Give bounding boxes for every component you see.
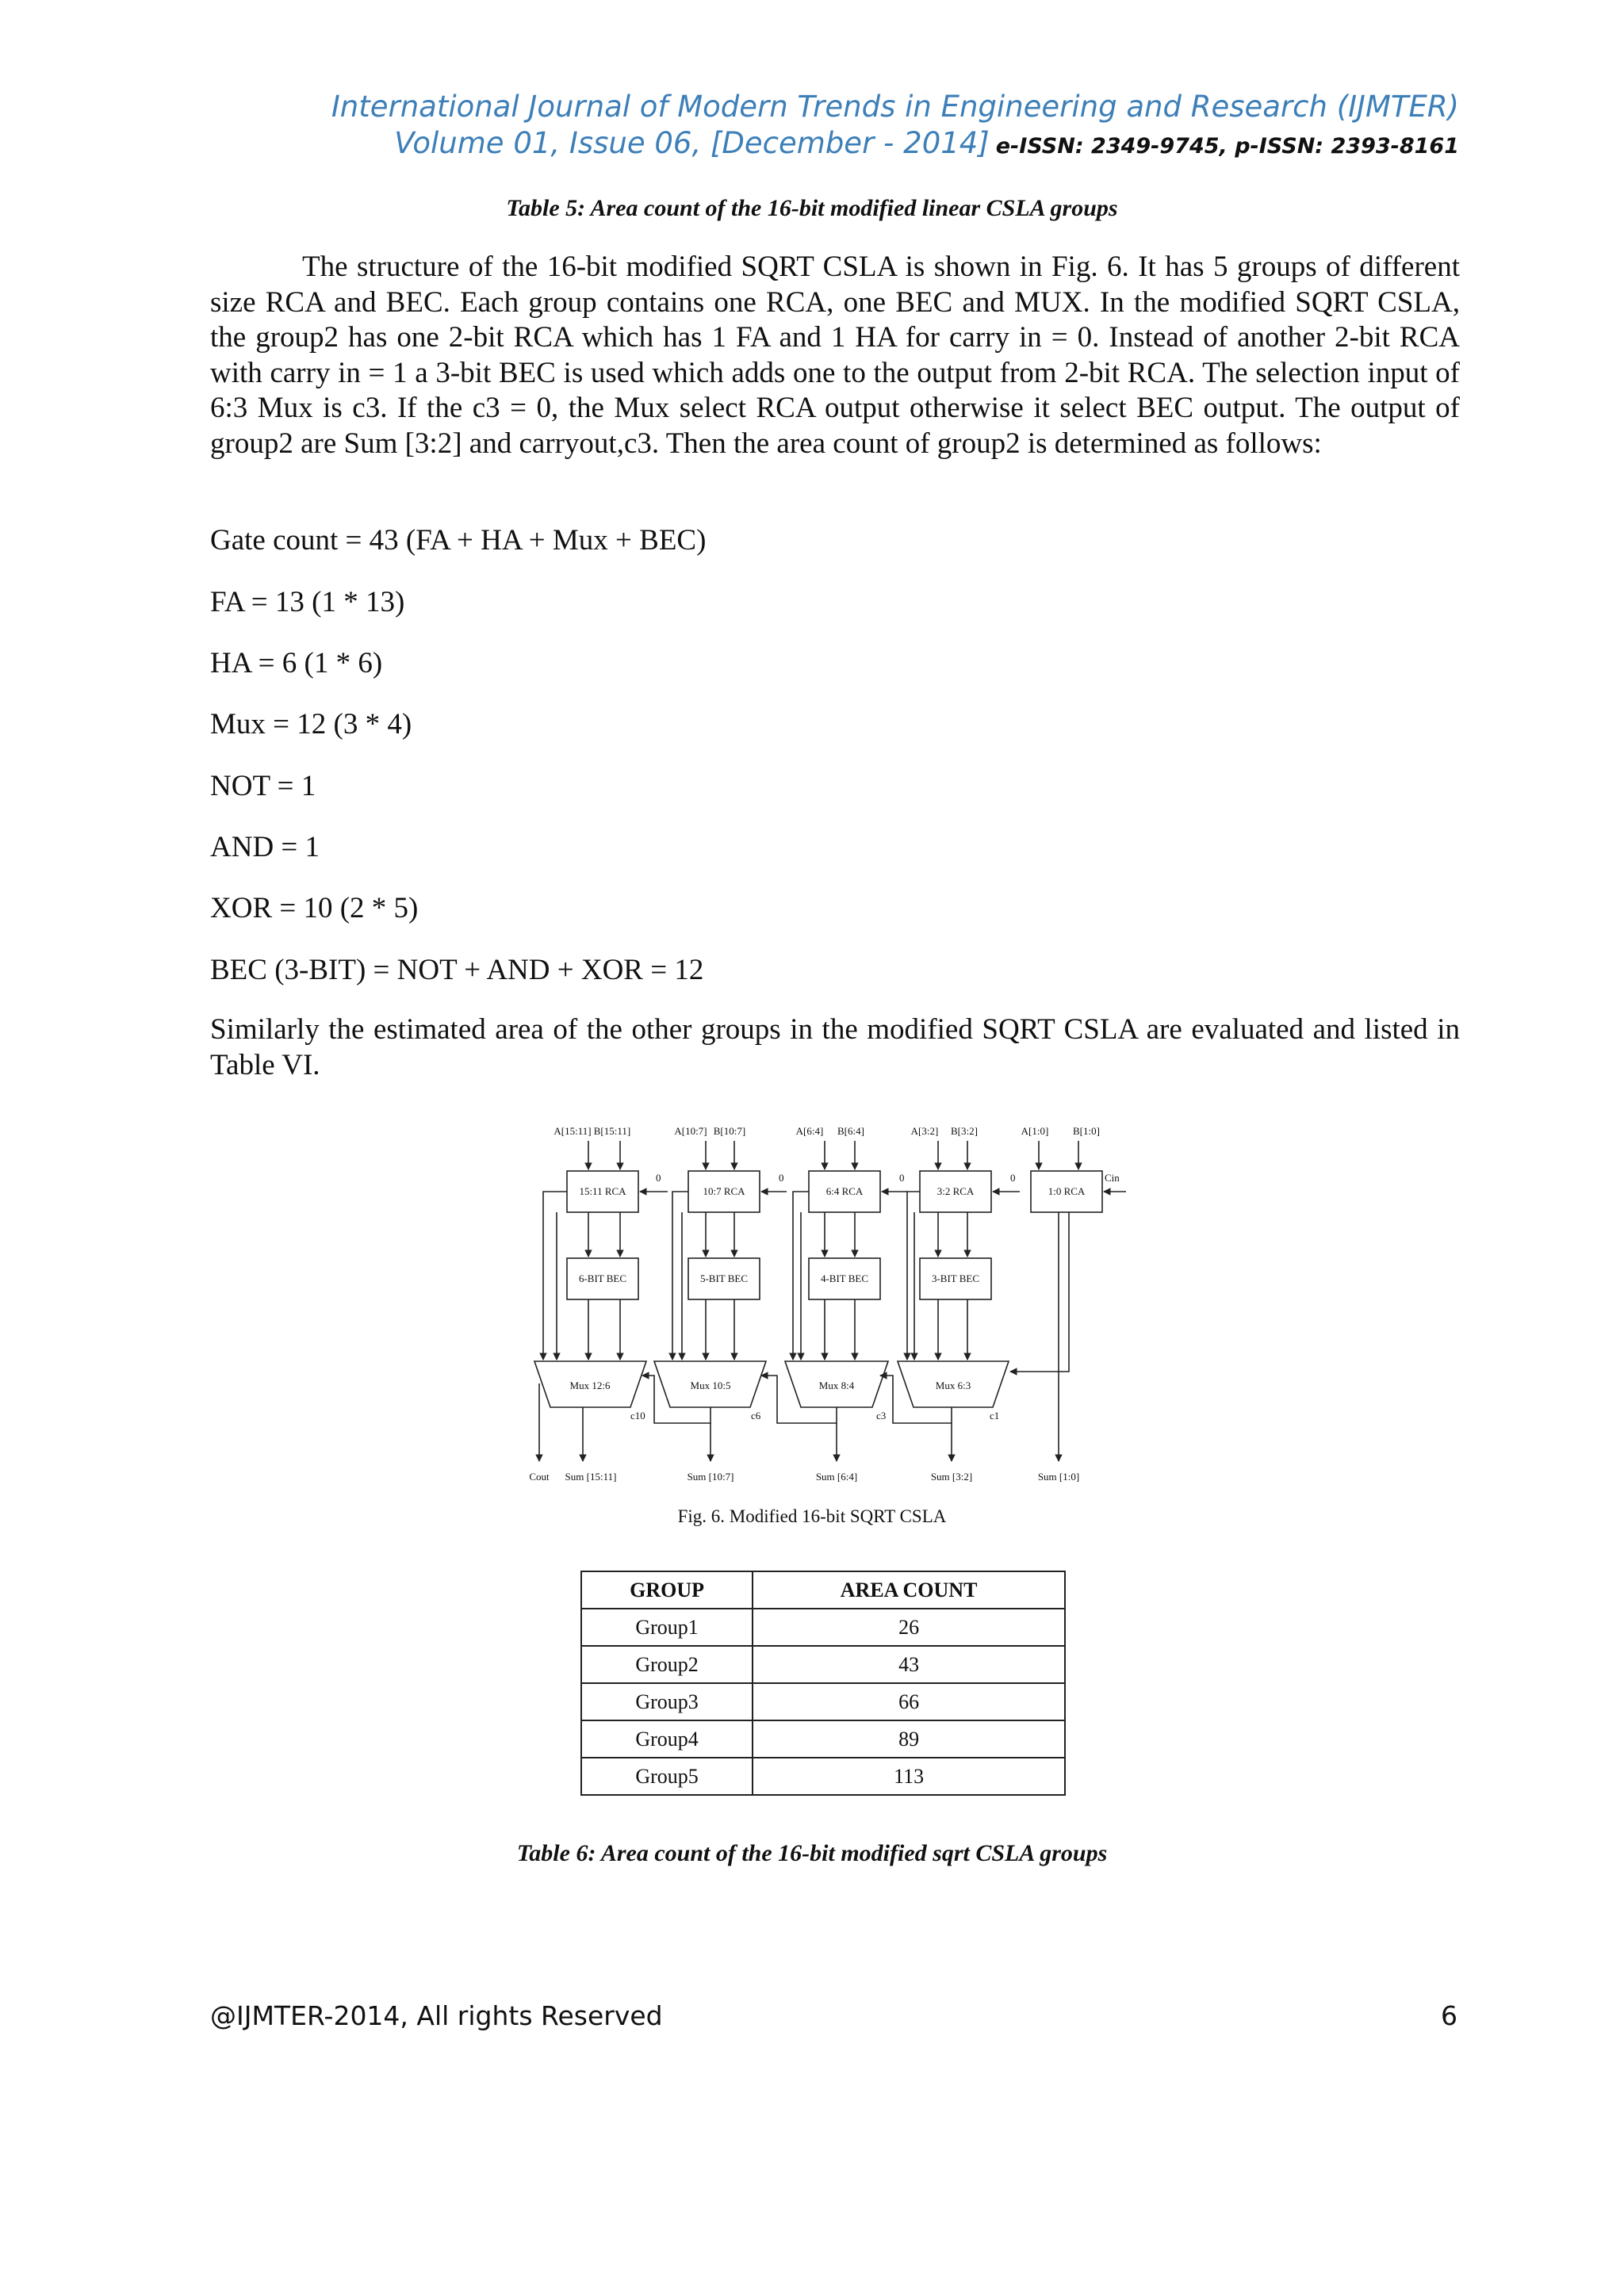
area-cell: 66 — [753, 1683, 1065, 1720]
footer-page-number: 6 — [1441, 2000, 1457, 2031]
output-label-sum-1-0: Sum [1:0] — [1037, 1471, 1080, 1483]
bec-label-3-bit: 3-BIT BEC — [931, 1272, 980, 1284]
sqrt-csla-diagram — [523, 1114, 1126, 1494]
input-label-a-1-0: A[1:0] — [1021, 1125, 1049, 1137]
mux-label-8-4: Mux 8:4 — [818, 1380, 855, 1391]
cin-label: Cin — [1105, 1172, 1120, 1184]
zero-label-group2: 0 — [1010, 1172, 1016, 1184]
group-cell: Group4 — [581, 1720, 753, 1758]
input-label-b-10-7: B[10:7] — [713, 1125, 746, 1137]
input-label-a-15-11: A[15:11] — [553, 1125, 592, 1137]
journal-header — [331, 89, 1459, 165]
table-row — [581, 1609, 1065, 1646]
group-cell: Group1 — [581, 1609, 753, 1646]
input-label-a-10-7: A[10:7] — [674, 1125, 707, 1137]
journal-title: International Journal of Modern Trends in Engineering and Research (IJMTER) — [331, 90, 1459, 124]
table-row — [581, 1646, 1065, 1683]
journal-volume-line — [331, 125, 1459, 165]
header-group: GROUP — [581, 1571, 753, 1609]
zero-label-group3: 0 — [899, 1172, 905, 1184]
group-cell: Group2 — [581, 1646, 753, 1683]
paragraph-similarly: Similarly the estimated area of the other groups in the modified SQRT CSLA are evaluated and listed in Table VI. — [210, 1013, 1460, 1081]
table-row — [581, 1683, 1065, 1720]
mux-label-6-3: Mux 6:3 — [935, 1380, 971, 1391]
input-label-b-6-4: B[6:4] — [837, 1125, 864, 1137]
zero-label-group5: 0 — [656, 1172, 661, 1184]
table-header-row — [581, 1571, 1065, 1609]
area-cell: 89 — [753, 1720, 1065, 1758]
rca-label-10-7: 10:7 RCA — [703, 1185, 745, 1197]
footer-copyright: @IJMTER-2014, All rights Reserved — [210, 2000, 663, 2031]
input-label-a-6-4: A[6:4] — [795, 1125, 824, 1137]
figure-caption: Fig. 6. Modified 16-bit SQRT CSLA — [677, 1506, 947, 1526]
input-label-b-3-2: B[3:2] — [951, 1125, 978, 1137]
carry-label-c3: c3 — [876, 1410, 887, 1422]
equation-not: NOT = 1 — [210, 770, 316, 802]
rca-label-1-0: 1:0 RCA — [1048, 1185, 1086, 1197]
equation-gate-count: Gate count = 43 (FA + HA + Mux + BEC) — [210, 524, 707, 557]
table6-caption: Table 6: Area count of the 16-bit modified sqrt CSLA groups — [516, 1840, 1108, 1866]
input-label-b-15-11: B[15:11] — [593, 1125, 631, 1137]
journal-issn: e-ISSN: 2349-9745, p-ISSN: 2393-8161 — [995, 134, 1459, 159]
area-count-table — [580, 1571, 1066, 1796]
rca-label-15-11: 15:11 RCA — [579, 1185, 626, 1197]
output-label-sum-3-2: Sum [3:2] — [930, 1471, 973, 1483]
equation-ha: HA = 6 (1 * 6) — [210, 647, 383, 679]
carry-label-c10: c10 — [630, 1410, 645, 1422]
bec-label-6-bit: 6-BIT BEC — [578, 1272, 627, 1284]
area-cell: 26 — [753, 1609, 1065, 1646]
rca-label-6-4: 6:4 RCA — [825, 1185, 864, 1197]
equation-and: AND = 1 — [210, 831, 320, 863]
cout-label: Cout — [529, 1471, 550, 1483]
output-label-sum-6-4: Sum [6:4] — [815, 1471, 858, 1483]
paragraph-structure: The structure of the 16-bit modified SQRT CSLA is shown in Fig. 6. It has 5 groups of different size RCA and BEC. Each group contains one RCA, one BEC and MUX. In the modified SQRT CSLA, the group2 has one 2-bit RCA which has 1 FA and 1 HA for carry in = 0. Instead of another 2-bit RCA with carry in = 1 a 3-bit BEC is used which adds one to the output from 2-bit RCA. The selection input of 6:3 Mux is c3. If the c3 = 0, the Mux select RCA output otherwise it select BEC output. The output of group2 are Sum [3:2] and carryout,c3. Then the area count of group2 is determined as follows: — [210, 251, 1460, 460]
equation-fa: FA = 13 (1 * 13) — [210, 586, 405, 618]
mux-label-10-5: Mux 10:5 — [690, 1380, 731, 1391]
table-row — [581, 1758, 1065, 1795]
carry-label-c6: c6 — [751, 1410, 761, 1422]
mux-label-12-6: Mux 12:6 — [569, 1380, 611, 1391]
output-label-sum-10-7: Sum [10:7] — [687, 1471, 734, 1483]
rca-label-3-2: 3:2 RCA — [936, 1185, 975, 1197]
bec-label-5-bit: 5-BIT BEC — [699, 1272, 749, 1284]
input-label-b-1-0: B[1:0] — [1073, 1125, 1100, 1137]
table-row — [581, 1720, 1065, 1758]
group-cell: Group3 — [581, 1683, 753, 1720]
input-label-a-3-2: A[3:2] — [910, 1125, 939, 1137]
zero-label-group4: 0 — [779, 1172, 784, 1184]
header-area-count: AREA COUNT — [753, 1571, 1065, 1609]
bec-label-4-bit: 4-BIT BEC — [820, 1272, 869, 1284]
area-cell: 43 — [753, 1646, 1065, 1683]
equation-mux: Mux = 12 (3 * 4) — [210, 708, 412, 740]
journal-volume: Volume 01, Issue 06, [December - 2014] — [394, 126, 990, 160]
area-cell: 113 — [753, 1758, 1065, 1795]
table5-caption: Table 5: Area count of the 16-bit modified linear CSLA groups — [506, 195, 1118, 221]
equation-bec: BEC (3-BIT) = NOT + AND + XOR = 12 — [210, 954, 704, 986]
equation-xor: XOR = 10 (2 * 5) — [210, 892, 419, 924]
output-label-sum-15-11: Sum [15:11] — [565, 1471, 617, 1483]
carry-label-c1: c1 — [990, 1410, 1000, 1422]
group-cell: Group5 — [581, 1758, 753, 1795]
